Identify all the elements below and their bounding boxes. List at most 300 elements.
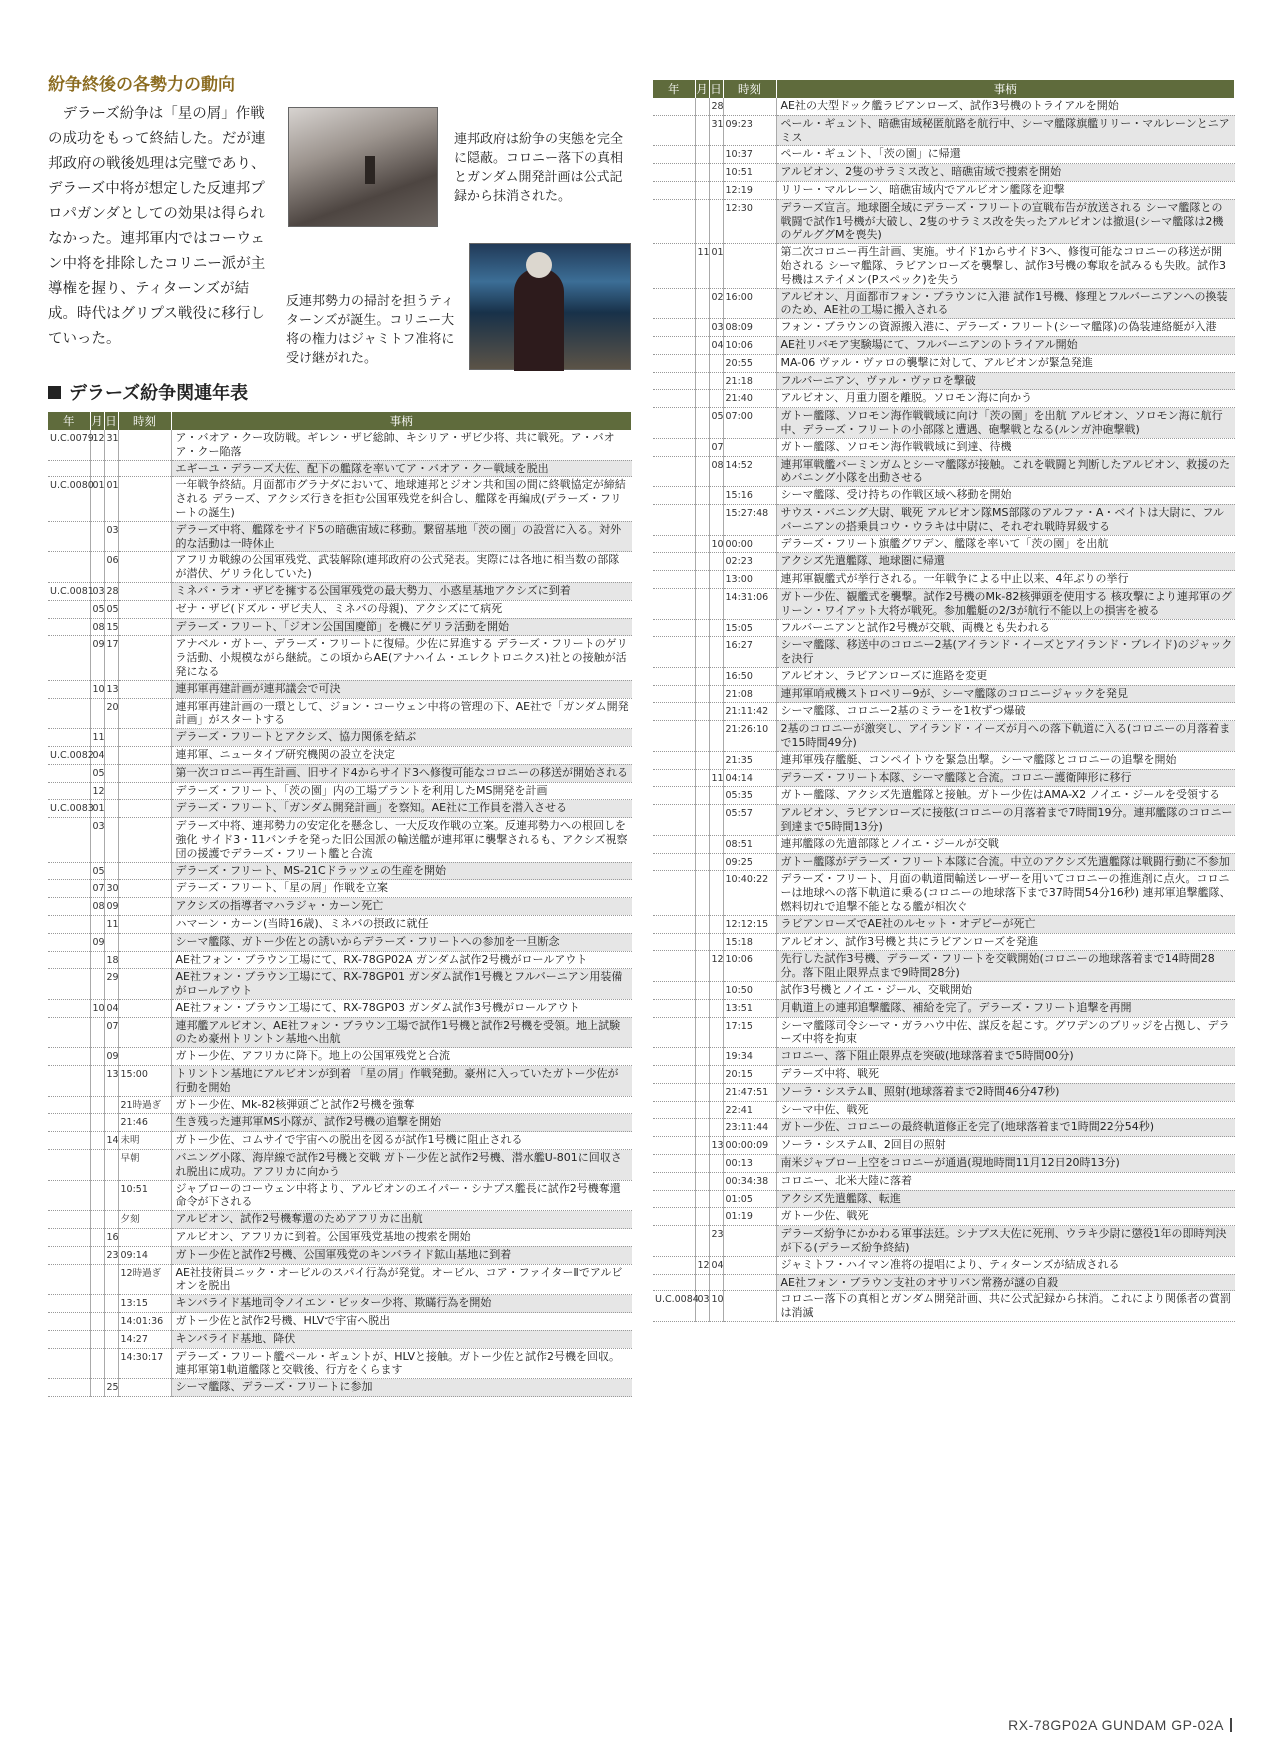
cell-year — [653, 805, 695, 836]
cell-day: 04 — [709, 1256, 723, 1274]
cell-month — [90, 951, 104, 969]
cell-month — [90, 698, 104, 729]
cell-event: アクシズ先遣艦隊、転進 — [776, 1190, 1235, 1208]
cell-year — [48, 1264, 90, 1295]
cell-event: コロニー、落下阻止限界点を突破(地球落着まで5時間00分) — [776, 1048, 1235, 1066]
cell-day: 10 — [709, 535, 723, 553]
cell-year — [653, 667, 695, 685]
cell-day — [709, 1066, 723, 1084]
cell-day: 09 — [104, 1048, 118, 1066]
table-row — [653, 982, 1235, 1000]
cell-event: 月軌道上の連邦追撃艦隊、補給を完了。デラーズ・フリート追撃を再開 — [776, 999, 1235, 1017]
cell-event: シーマ艦隊、移送中のコロニー2基(アイランド・イーズとアイランド・ブレイド)のジャックを決行 — [776, 637, 1235, 668]
cell-time: 12:19 — [723, 181, 776, 199]
cell-year — [48, 600, 90, 618]
cell-year — [653, 982, 695, 1000]
cell-event: ラビアンローズでAE社のルセット・オデビーが死亡 — [776, 915, 1235, 933]
cell-day: 13 — [104, 1066, 118, 1097]
cell-event: 連邦軍残存艦艇、コンペイトウを緊急出撃。シーマ艦隊とコロニーの追撃を開始 — [776, 751, 1235, 769]
cell-day — [104, 1096, 118, 1114]
cell-year — [48, 999, 90, 1017]
cell-event: アクシズの指導者マハラジャ・カーン死亡 — [171, 898, 632, 916]
photo-caption-2: 反連邦勢力の掃討を担うティターンズが誕生。コリニー大将の権力はジャミトフ准将に受け継がれた。 — [286, 294, 455, 366]
table-row — [653, 319, 1235, 337]
table-row — [653, 1066, 1235, 1084]
header-year: 年 — [48, 412, 90, 430]
cell-time — [723, 438, 776, 456]
cell-month — [90, 1330, 104, 1348]
cell-year — [653, 408, 695, 439]
cell-day — [709, 390, 723, 408]
cell-time — [118, 1229, 171, 1247]
cell-day — [104, 746, 118, 764]
cell-month — [695, 853, 709, 871]
cell-event: ガトー少佐、コムサイで宇宙への脱出を図るが試作1号機に阻止される — [171, 1132, 632, 1150]
cell-event: AE社フォン・ブラウン工場にて、RX-78GP02A ガンダム試作2号機がロールアウト — [171, 951, 632, 969]
cell-time — [118, 915, 171, 933]
cell-month — [695, 1017, 709, 1048]
cell-month — [695, 787, 709, 805]
cell-time: 20:15 — [723, 1066, 776, 1084]
cell-time: 14:31:06 — [723, 588, 776, 619]
cell-year — [653, 504, 695, 535]
cell-event: デラーズ・フリートとアクシズ、協力関係を結ぶ — [171, 729, 632, 747]
chronology-table-right — [653, 80, 1235, 1322]
cell-event: デラーズ・フリート艦ペール・ギュントが、HLVと接触。ガトー少佐と試作2号機を回収。連邦軍第1軌道艦隊と交戦後、行方をくらます — [171, 1348, 632, 1379]
table-row — [653, 787, 1235, 805]
cell-year — [653, 146, 695, 164]
cell-year — [653, 181, 695, 199]
cell-event: 連邦軍戦艦バーミンガムとシーマ艦隊が接触。これを戦闘と判断したアルビオン、救援のためバニング小隊を出動させる — [776, 456, 1235, 487]
cell-day — [709, 999, 723, 1017]
cell-month: 01 — [90, 477, 104, 521]
cell-time: 15:05 — [723, 619, 776, 637]
table-row — [653, 354, 1235, 372]
table-row — [653, 1083, 1235, 1101]
header-year: 年 — [653, 80, 695, 98]
cell-event: 第二次コロニー再生計画、実施。サイド1からサイド3へ、修復可能なコロニーの移送が開始される シーマ艦隊、ラビアンローズを襲撃し、試作3号機の奪取を試みるも失敗。試作3号機はステイメン(Pスペック)を失う — [776, 244, 1235, 288]
cell-event: AE社技術員ニック・オービルのスパイ行為が発覚。オービル、コア・ファイターⅡでアルビオンを脱出 — [171, 1264, 632, 1295]
cell-year — [48, 915, 90, 933]
cell-event: アルビオン、試作3号機と共にラビアンローズを発進 — [776, 933, 1235, 951]
table-row — [653, 685, 1235, 703]
cell-event: アクシズ先遣艦隊、地球圏に帰還 — [776, 553, 1235, 571]
cell-month — [695, 871, 709, 915]
cell-time: 10:40:22 — [723, 871, 776, 915]
cell-year — [653, 769, 695, 787]
cell-day: 07 — [104, 1017, 118, 1048]
cell-time: 10:51 — [723, 164, 776, 182]
cell-event: フルバーニアンと試作2号機が交戦、両機とも失われる — [776, 619, 1235, 637]
cell-day — [104, 800, 118, 818]
cell-month: 03 — [90, 818, 104, 862]
cell-month: 12 — [90, 782, 104, 800]
cell-event: 第一次コロニー再生計画、旧サイド4からサイド3へ修復可能なコロニーの移送が開始される — [171, 764, 632, 782]
cell-year — [48, 764, 90, 782]
cell-time: 21:08 — [723, 685, 776, 703]
table-row — [48, 582, 632, 600]
table-row — [653, 637, 1235, 668]
cell-event: キンバライド基地、降伏 — [171, 1330, 632, 1348]
cell-day: 10 — [709, 1291, 723, 1322]
table-row — [48, 1211, 632, 1229]
cell-time: 23:11:44 — [723, 1119, 776, 1137]
cell-month — [695, 751, 709, 769]
cell-day — [709, 853, 723, 871]
cell-day — [709, 805, 723, 836]
cell-year — [653, 721, 695, 752]
cell-year — [48, 1313, 90, 1331]
cell-time: 15:00 — [118, 1066, 171, 1097]
cell-year — [653, 288, 695, 319]
cell-day: 05 — [104, 600, 118, 618]
cell-event: ガトー少佐、観艦式を襲撃。試作2号機のMk-82核弾頭を使用する 核攻撃により連邦軍のグリーン・ワイアット大将が戦死。参加艦艇の2/3が航行不能以上の損害を被る — [776, 588, 1235, 619]
cell-event: デラーズ・フリート、「ガンダム開発計画」を察知。AE社に工作員を潜入させる — [171, 800, 632, 818]
cell-day — [709, 588, 723, 619]
cell-event: デラーズ・フリート、「茨の園」内の工場プラントを利用したMS開発を計画 — [171, 782, 632, 800]
cell-month — [695, 933, 709, 951]
cell-event: アフリカ戦線の公国軍残党、武装解除(連邦政府の公式発表。実際には各地に相当数の部隊が潜伏、ゲリラ化していた) — [171, 552, 632, 583]
cell-month — [90, 915, 104, 933]
cell-day: 05 — [709, 408, 723, 439]
cell-month — [695, 982, 709, 1000]
cell-event: ハマーン・カーン(当時16歳)、ミネバの摂政に就任 — [171, 915, 632, 933]
table-row — [48, 951, 632, 969]
cell-day — [709, 504, 723, 535]
table-row — [653, 769, 1235, 787]
cell-month: 03 — [90, 582, 104, 600]
cell-time: 05:35 — [723, 787, 776, 805]
cell-day — [104, 1313, 118, 1331]
cell-month — [90, 1379, 104, 1397]
cell-time: 00:00:09 — [723, 1137, 776, 1155]
cell-year — [48, 1229, 90, 1247]
cell-day — [709, 553, 723, 571]
cell-event: AE社フォン・ブラウン支社のオサリバン常務が謎の自殺 — [776, 1274, 1235, 1291]
cell-time: 21:11:42 — [723, 703, 776, 721]
cell-event: フルバーニアン、ヴァル・ヴァロを撃破 — [776, 372, 1235, 390]
table-row — [653, 1190, 1235, 1208]
cell-year — [48, 1048, 90, 1066]
cell-year — [653, 571, 695, 589]
cell-month — [695, 199, 709, 243]
table-row — [48, 999, 632, 1017]
table-row — [653, 456, 1235, 487]
table-row — [48, 618, 632, 636]
cell-time — [723, 1291, 776, 1322]
cell-time: 09:14 — [118, 1246, 171, 1264]
table-row — [653, 288, 1235, 319]
cell-day — [104, 1114, 118, 1132]
cell-year — [48, 1017, 90, 1048]
cell-month — [695, 1274, 709, 1291]
cell-year — [48, 521, 90, 552]
cell-year — [653, 1137, 695, 1155]
cell-event: 連邦軍再建計画の一環として、ジョン・コーウェン中将の管理の下、AE社で「ガンダム開発計画」がスタートする — [171, 698, 632, 729]
cell-month — [695, 951, 709, 982]
cell-time: 13:00 — [723, 571, 776, 589]
cell-day — [709, 164, 723, 182]
cell-time: 00:34:38 — [723, 1172, 776, 1190]
cell-time: 16:00 — [723, 288, 776, 319]
cell-month: 05 — [90, 600, 104, 618]
cell-year — [48, 1246, 90, 1264]
cell-month — [90, 1114, 104, 1132]
cell-time — [118, 680, 171, 698]
cell-day — [709, 199, 723, 243]
cell-year — [653, 1066, 695, 1084]
table-row — [48, 880, 632, 898]
cell-time: 08:51 — [723, 835, 776, 853]
cell-time — [118, 1017, 171, 1048]
cell-day — [709, 354, 723, 372]
table-row — [48, 800, 632, 818]
table-row — [653, 805, 1235, 836]
table-row — [653, 1137, 1235, 1155]
cell-year — [653, 588, 695, 619]
cell-time: 未明 — [118, 1132, 171, 1150]
table-row — [48, 1150, 632, 1181]
cell-month — [695, 703, 709, 721]
cell-year — [653, 751, 695, 769]
cell-event: シーマ中佐、戦死 — [776, 1101, 1235, 1119]
cell-day: 03 — [104, 521, 118, 552]
cell-month: 01 — [90, 800, 104, 818]
cell-month — [695, 667, 709, 685]
cell-year — [653, 1119, 695, 1137]
cell-year — [48, 1295, 90, 1313]
cell-time: 14:01:36 — [118, 1313, 171, 1331]
cell-month — [695, 336, 709, 354]
cell-month — [90, 1017, 104, 1048]
cell-event: サウス・バニング大尉、戦死 アルビオン隊MS部隊のアルファ・A・ベイトは大尉に、フルバーニアンの搭乗員コウ・ウラキは中尉に、それぞれ戦時昇級する — [776, 504, 1235, 535]
cell-day — [709, 1172, 723, 1190]
cell-month — [695, 487, 709, 505]
cell-day — [709, 933, 723, 951]
cell-time: 19:34 — [723, 1048, 776, 1066]
cell-event: アルビオン、2隻のサラミス改と、暗礁宙域で捜索を開始 — [776, 164, 1235, 182]
cell-day — [104, 1180, 118, 1211]
cell-time — [118, 460, 171, 477]
table-row — [48, 1017, 632, 1048]
cell-time: 01:05 — [723, 1190, 776, 1208]
cell-month — [695, 1155, 709, 1173]
cell-time: 13:15 — [118, 1295, 171, 1313]
cell-day — [709, 146, 723, 164]
table-header — [48, 412, 632, 430]
cell-event: 連邦艦アルビオン、AE社フォン・ブラウン工場で試作1号機と試作2号機を受領。地上試験のため豪州トリントン基地へ出航 — [171, 1017, 632, 1048]
cell-month — [695, 288, 709, 319]
cell-event: ア・バオア・クー攻防戦。ギレン・ザビ総帥、キシリア・ザビ少将、共に戦死。ア・バオア・クー陥落 — [171, 430, 632, 460]
cell-time — [118, 782, 171, 800]
cell-month — [90, 1096, 104, 1114]
cell-day: 17 — [104, 636, 118, 680]
cell-month — [90, 1180, 104, 1211]
table-row — [653, 721, 1235, 752]
cell-year — [48, 680, 90, 698]
cell-month — [695, 1119, 709, 1137]
cell-event: AE社フォン・ブラウン工場にて、RX-78GP01 ガンダム試作1号機とフルバーニアン用装備がロールアウト — [171, 969, 632, 1000]
cell-month — [695, 588, 709, 619]
table-row — [653, 999, 1235, 1017]
cell-year: U.C.0079 — [48, 430, 90, 460]
header-month: 月 — [696, 82, 708, 96]
left-column — [48, 74, 632, 1397]
cell-time: 15:18 — [723, 933, 776, 951]
header-event: 事柄 — [171, 412, 632, 430]
cell-event: 生き残った連邦軍MS小隊が、試作2号機の追撃を開始 — [171, 1114, 632, 1132]
cell-time — [118, 764, 171, 782]
cell-month — [695, 372, 709, 390]
table-row — [653, 336, 1235, 354]
cell-day — [709, 787, 723, 805]
cell-day — [104, 818, 118, 862]
cell-month — [695, 1048, 709, 1066]
cell-year — [653, 835, 695, 853]
cell-month — [695, 408, 709, 439]
cell-month: 12 — [90, 430, 104, 460]
cell-day: 30 — [104, 880, 118, 898]
cell-day: 11 — [709, 769, 723, 787]
cell-year — [653, 1274, 695, 1291]
cell-year — [653, 933, 695, 951]
cell-year — [653, 951, 695, 982]
table-row — [653, 1017, 1235, 1048]
cell-event: アルビオン、ラビアンローズに接舷(コロニーの月落着まで7時間19分。連邦艦隊のコロニー到達まで5時間13分) — [776, 805, 1235, 836]
cell-day — [709, 1155, 723, 1173]
cell-event: アルビオン、アフリカに到着。公国軍残党基地の捜索を開始 — [171, 1229, 632, 1247]
cell-year — [653, 354, 695, 372]
table-row — [653, 146, 1235, 164]
table-row — [48, 1246, 632, 1264]
cell-day — [709, 1190, 723, 1208]
cell-day — [709, 703, 723, 721]
cell-time: 10:50 — [723, 982, 776, 1000]
cell-month — [695, 390, 709, 408]
cell-month: 07 — [90, 880, 104, 898]
table-row — [653, 915, 1235, 933]
cell-day: 09 — [104, 898, 118, 916]
cell-event: AE社の大型ドック艦ラビアンローズ、試作3号機のトライアルを開始 — [776, 98, 1235, 115]
cell-day — [709, 835, 723, 853]
cell-year — [48, 1211, 90, 1229]
table-row — [653, 1226, 1235, 1257]
cell-time: 20:55 — [723, 354, 776, 372]
table-row — [653, 98, 1235, 115]
cell-time — [723, 98, 776, 115]
cell-month — [90, 521, 104, 552]
table-row — [653, 835, 1235, 853]
cell-day: 13 — [709, 1137, 723, 1155]
cell-event: 連邦軍再建計画が連邦議会で可決 — [171, 680, 632, 698]
cell-time: 14:52 — [723, 456, 776, 487]
cell-event: デラーズ中将、戦死 — [776, 1066, 1235, 1084]
cell-month — [90, 552, 104, 583]
table-row — [653, 164, 1235, 182]
cell-time: 14:30:17 — [118, 1348, 171, 1379]
table-row — [48, 460, 632, 477]
cell-month — [695, 115, 709, 146]
cell-year — [48, 1150, 90, 1181]
cell-year — [653, 685, 695, 703]
cell-event: アルビオン、月面都市フォン・ブラウンに入港 試作1号機、修理とフルバーニアンへの換装のため、AE社の工場に搬入される — [776, 288, 1235, 319]
cell-day — [709, 637, 723, 668]
cell-day: 28 — [709, 98, 723, 115]
cell-event: シーマ艦隊、受け持ちの作戦区域へ移動を開始 — [776, 487, 1235, 505]
cell-month: 04 — [90, 746, 104, 764]
cell-event: デラーズ紛争にかかわる軍事法廷。シナプス大佐に死刑、ウラキ少尉に懲役1年の即時判決が下る(デラーズ紛争終結) — [776, 1226, 1235, 1257]
cell-day: 08 — [709, 456, 723, 487]
cell-event: リリー・マルレーン、暗礁宙域内でアルビオン艦隊を迎撃 — [776, 181, 1235, 199]
table-row — [653, 504, 1235, 535]
header-time: 時刻 — [723, 80, 776, 98]
cell-year — [653, 619, 695, 637]
cell-day — [709, 571, 723, 589]
cell-event: コロニー落下の真相とガンダム開発計画、共に公式記録から抹消。これにより関係者の賞罰は消滅 — [776, 1291, 1235, 1322]
cell-day: 12 — [709, 951, 723, 982]
cell-month: 09 — [90, 636, 104, 680]
cell-month — [695, 915, 709, 933]
table-row — [653, 588, 1235, 619]
cell-month — [695, 1066, 709, 1084]
cell-time — [118, 746, 171, 764]
cell-month — [90, 1348, 104, 1379]
cell-year — [653, 244, 695, 288]
cell-day — [709, 871, 723, 915]
table-row — [653, 619, 1235, 637]
cell-month — [695, 553, 709, 571]
cell-month — [695, 1137, 709, 1155]
cell-day — [104, 862, 118, 880]
cell-time: 16:50 — [723, 667, 776, 685]
table-row — [653, 553, 1235, 571]
cell-event: コロニー、北米大陸に落着 — [776, 1172, 1235, 1190]
cell-day: 03 — [709, 319, 723, 337]
cell-month — [695, 835, 709, 853]
cell-month — [695, 619, 709, 637]
cell-day — [709, 915, 723, 933]
cell-time — [723, 1274, 776, 1291]
cell-time: 10:06 — [723, 336, 776, 354]
cell-time: 16:27 — [723, 637, 776, 668]
cell-event: デラーズ・フリート、MS-21Cドラッツェの生産を開始 — [171, 862, 632, 880]
cell-event: シーマ艦隊、ガトー少佐との誘いからデラーズ・フリートへの参加を一旦断念 — [171, 933, 632, 951]
cell-year — [48, 818, 90, 862]
cell-day — [104, 764, 118, 782]
cell-year — [48, 782, 90, 800]
cell-month — [695, 181, 709, 199]
cell-time: 12時過ぎ — [118, 1264, 171, 1295]
cell-day: 23 — [709, 1226, 723, 1257]
cell-day — [709, 685, 723, 703]
table-row — [48, 969, 632, 1000]
cell-event: AE社フォン・ブラウン工場にて、RX-78GP03 ガンダム試作3号機がロールアウト — [171, 999, 632, 1017]
cell-day: 02 — [709, 288, 723, 319]
cell-month — [695, 438, 709, 456]
cell-year — [48, 729, 90, 747]
table-row — [48, 552, 632, 583]
cell-time — [118, 1048, 171, 1066]
cell-month: 10 — [90, 680, 104, 698]
table-row — [48, 1264, 632, 1295]
header-time: 時刻 — [118, 412, 171, 430]
cell-day: 29 — [104, 969, 118, 1000]
header-day: 日 — [105, 414, 117, 428]
cell-year — [48, 969, 90, 1000]
cell-year — [653, 535, 695, 553]
chronology-title: デラーズ紛争関連年表 — [48, 382, 632, 406]
cell-event: ガトー少佐と試作2号機、HLVで宇宙へ脱出 — [171, 1313, 632, 1331]
